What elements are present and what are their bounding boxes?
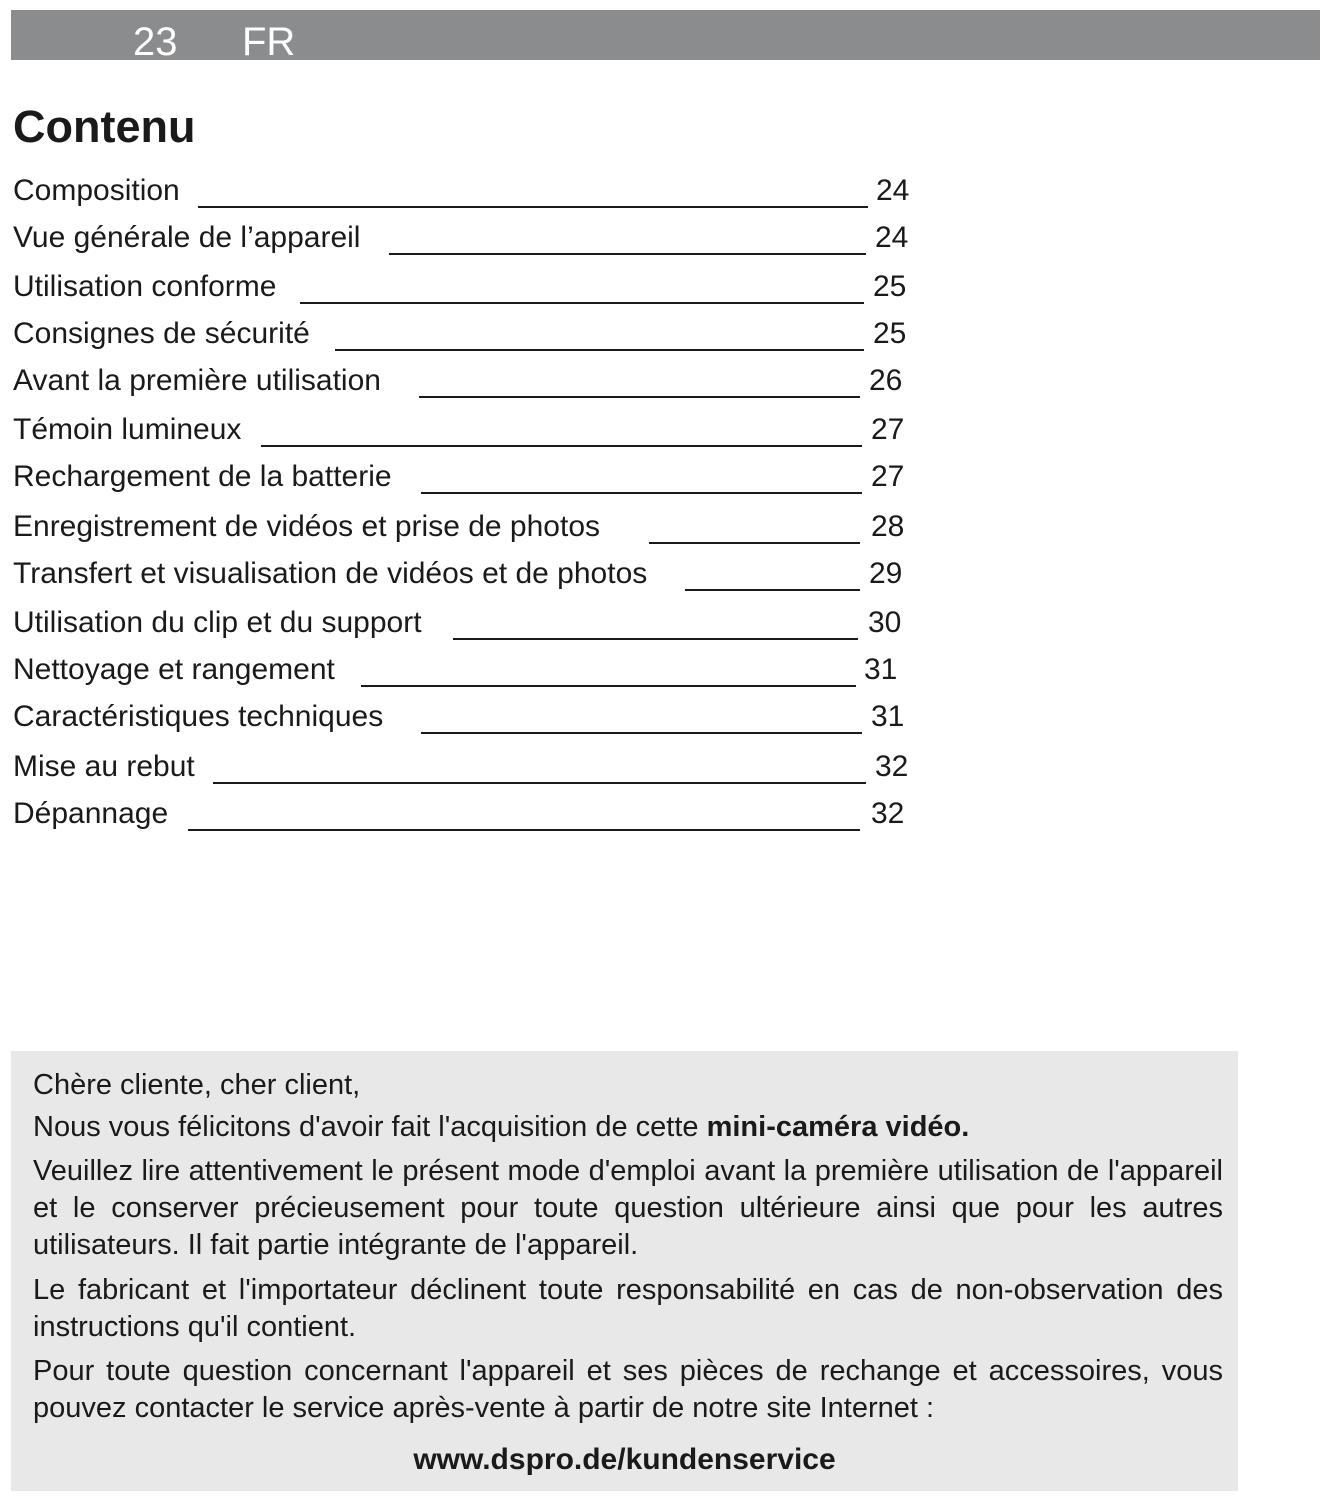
toc-entry-label: Transfert et visualisation de vidéos et de photos	[13, 557, 648, 590]
toc-leader-line	[419, 396, 860, 398]
toc-leader-line	[188, 829, 860, 831]
toc-leader-line	[261, 445, 862, 447]
intro-box	[11, 1051, 1238, 1491]
toc-entry-page: 31	[864, 653, 898, 686]
toc-entry-label: Caractéristiques techniques	[13, 700, 384, 733]
toc-leader-line	[421, 732, 862, 734]
greeting: Chère cliente, cher client,	[33, 1069, 361, 1101]
toc-entry-label: Enregistrement de vidéos et prise de photos	[13, 510, 601, 543]
toc-entry-label: Composition	[13, 174, 180, 207]
toc-leader-line	[421, 492, 862, 494]
toc-entry-label: Consignes de sécurité	[13, 317, 310, 350]
toc-entry-page: 25	[873, 317, 907, 350]
toc-leader-line	[453, 638, 858, 640]
toc-entry-label: Témoin lumineux	[13, 413, 242, 446]
toc-entry-label: Nettoyage et rangement	[13, 653, 335, 686]
product-name: mini-caméra vidéo.	[706, 1111, 970, 1143]
toc-entry-page: 29	[869, 557, 903, 590]
contact-paragraph: Pour toute question concernant l'appareil et ses pièces de rechange et accessoires, vous pouvez contacter le service après-vente à partir de notre site Internet :	[33, 1355, 1223, 1424]
toc-entry-page: 24	[875, 221, 909, 254]
toc-entry-page: 24	[876, 174, 910, 207]
toc-entry-label: Utilisation du clip et du support	[13, 606, 422, 639]
toc-entry-page: 32	[875, 750, 909, 783]
toc-leader-line	[213, 782, 866, 784]
toc-entry-page: 27	[871, 413, 905, 446]
toc-leader-line	[198, 206, 868, 208]
toc-entry-label: Dépannage	[13, 797, 169, 830]
congratulations-text: Nous vous félicitons d'avoir fait l'acquisition de cette	[33, 1111, 707, 1143]
toc-entry-page: 31	[871, 700, 905, 733]
toc-entry-label: Mise au rebut	[13, 750, 195, 783]
toc-leader-line	[300, 302, 864, 304]
toc-entry-label: Vue générale de l’appareil	[13, 221, 361, 254]
header-bar	[11, 10, 1320, 64]
toc-entry-page: 30	[868, 606, 902, 639]
toc-entry-label: Rechargement de la batterie	[13, 460, 392, 493]
toc-leader-line	[361, 685, 856, 687]
page-number: 23	[133, 20, 178, 64]
page-title: Contenu	[13, 101, 196, 152]
toc-leader-line	[649, 542, 860, 544]
toc-entry-page: 25	[873, 270, 907, 303]
service-url-link[interactable]: www.dspro.de/kundenservice	[413, 1443, 836, 1476]
language-code: FR	[242, 20, 296, 64]
read-instructions-paragraph: Veuillez lire attentivement le présent mode d'emploi avant la première utilisation de l'appareil et le conserver précieusement pour toute question ultérieure ainsi que pour les autres utilisateurs. Il fait partie intégrante de l'appareil.	[33, 1155, 1223, 1261]
liability-paragraph: Le fabricant et l'importateur déclinent toute responsabilité en cas de non-observation des instructions qu'il contient.	[33, 1274, 1223, 1343]
congratulations	[33, 1109, 1223, 1146]
toc-leader-line	[389, 253, 866, 255]
toc-entry-page: 32	[871, 797, 905, 830]
toc-entry-label: Avant la première utilisation	[13, 364, 381, 397]
toc-entry-page: 26	[869, 364, 903, 397]
toc-leader-line	[685, 589, 860, 591]
toc-entry-label: Utilisation conforme	[13, 270, 277, 303]
toc-entry-page: 27	[871, 460, 905, 493]
toc-entry-page: 28	[871, 510, 905, 543]
toc-leader-line	[335, 349, 864, 351]
